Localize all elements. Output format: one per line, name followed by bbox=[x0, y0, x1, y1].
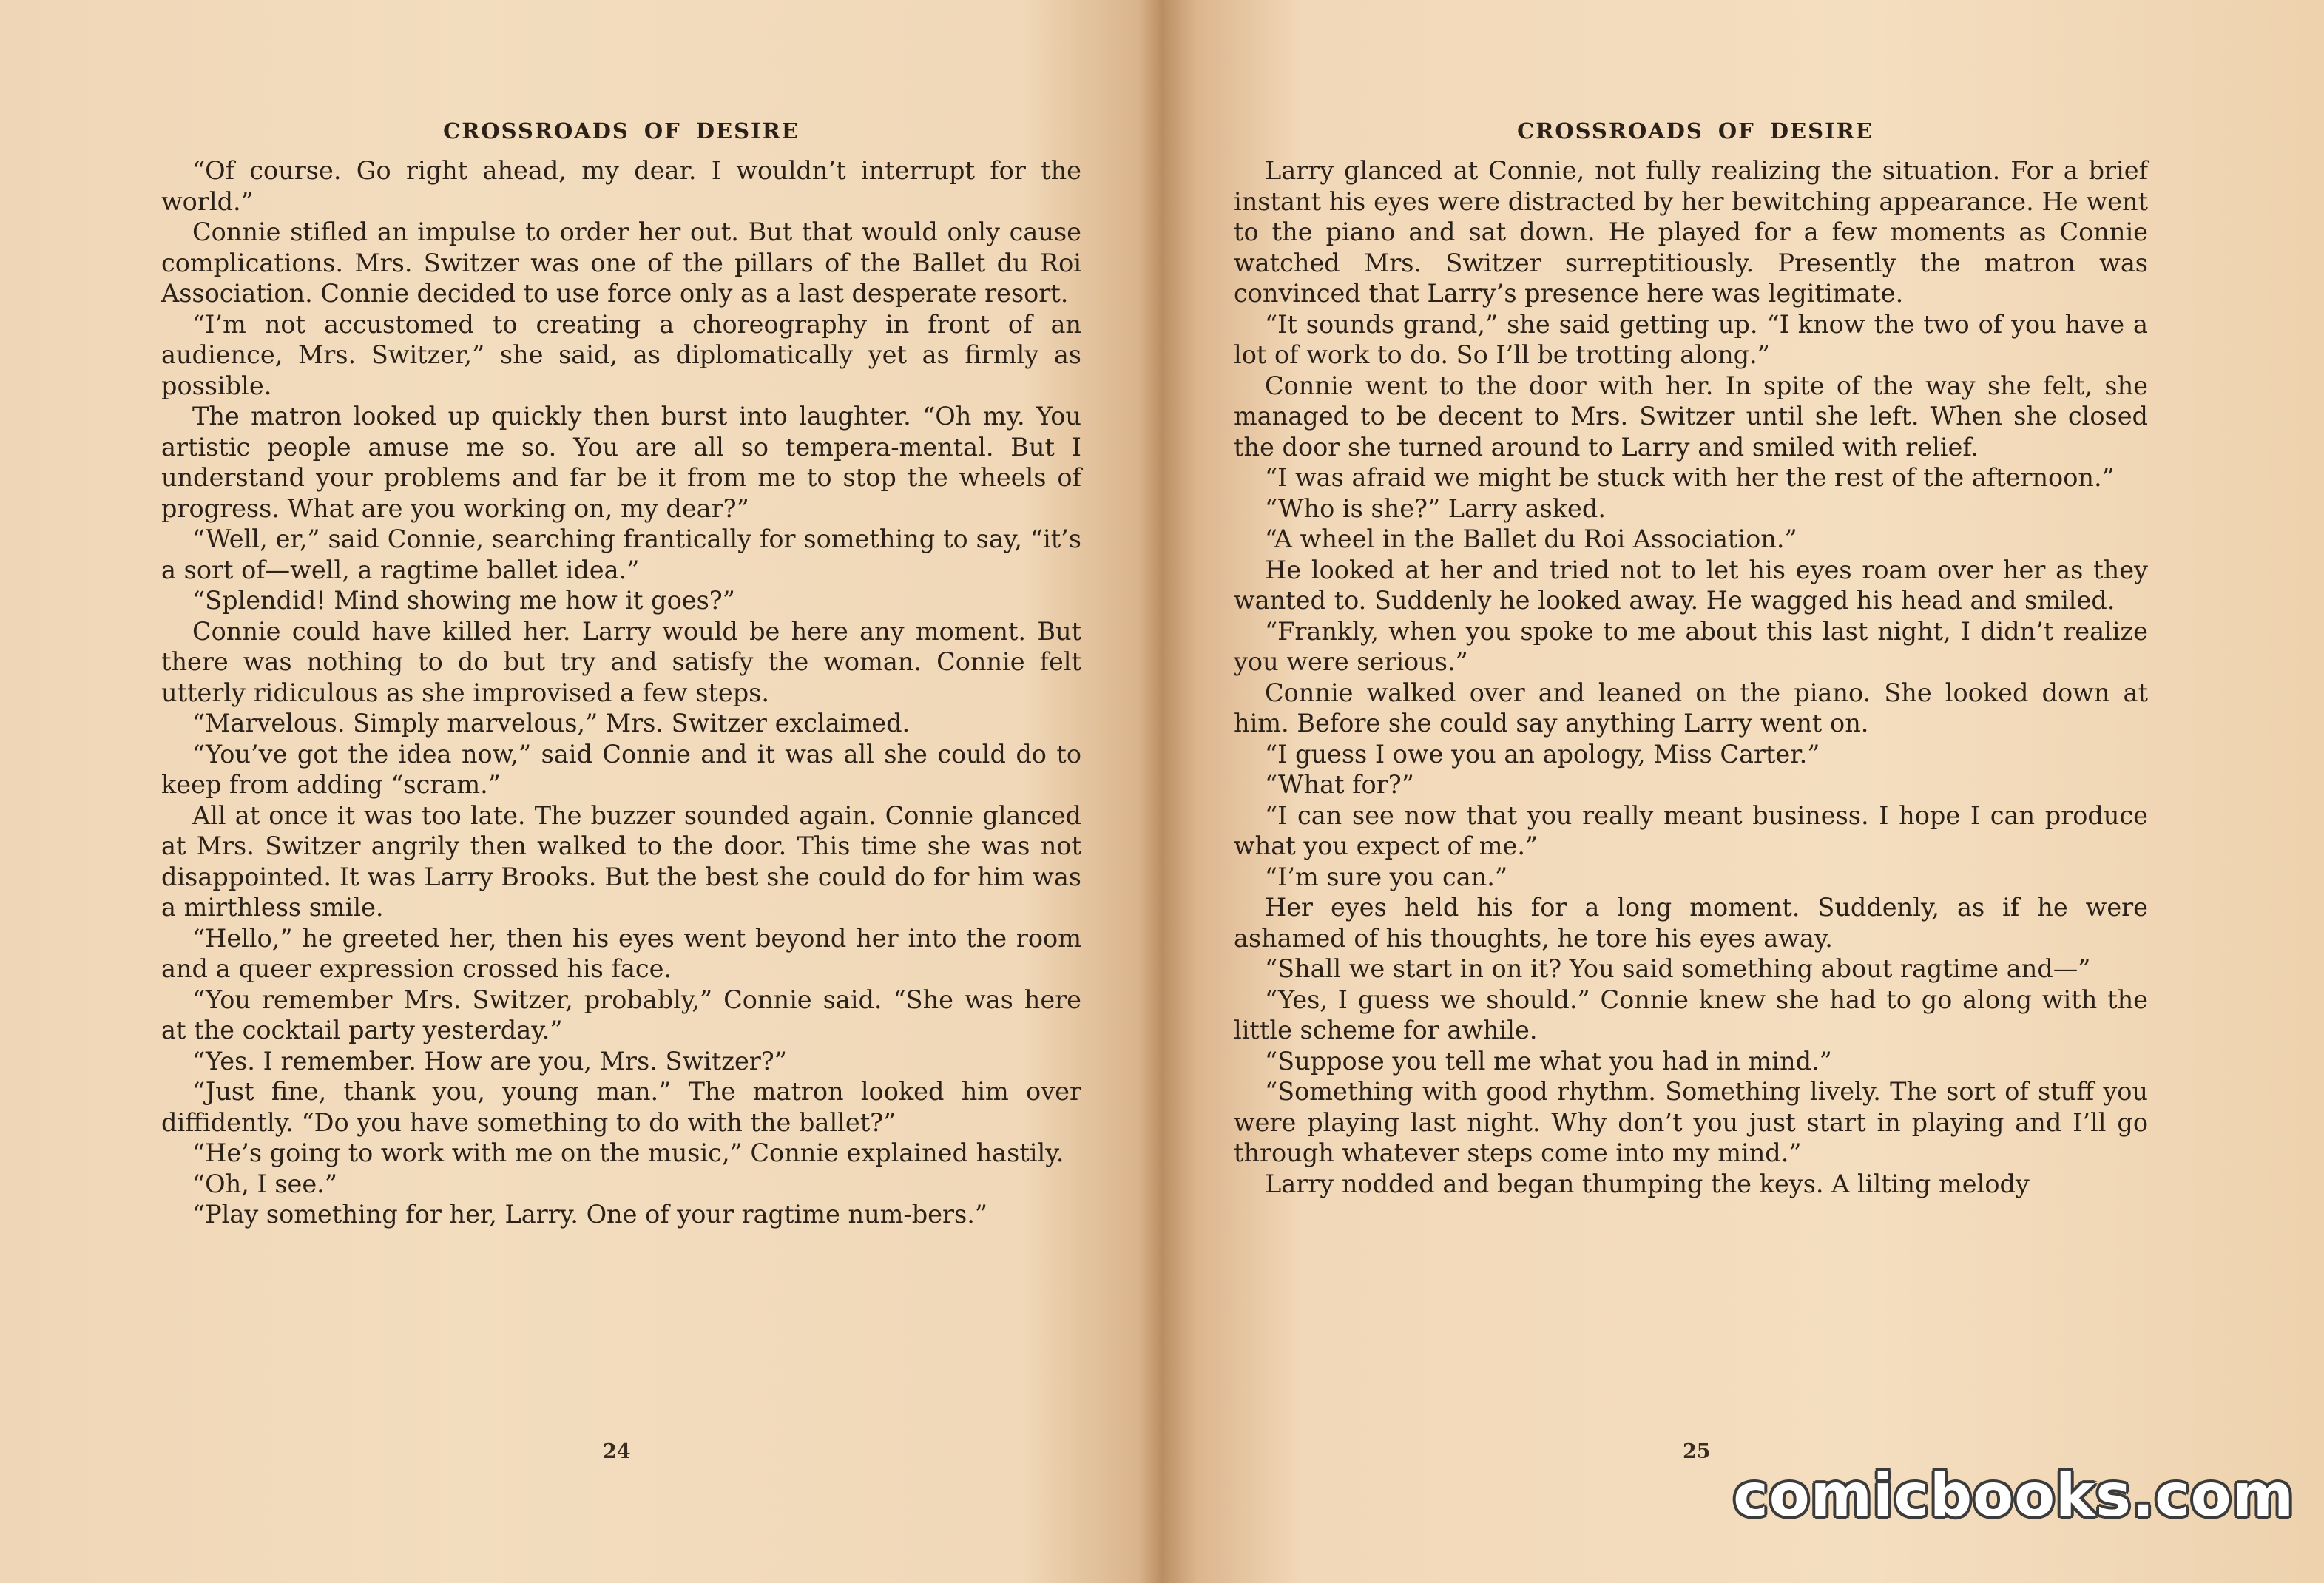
paragraph: “I’m not accustomed to creating a choreography in front of an audience, Mrs. Switzer,” she said, as diplomatically yet as firmly as possible. bbox=[161, 309, 1081, 400]
paragraph: “Who is she?” Larry asked. bbox=[1265, 493, 1606, 523]
running-head: CROSSROADS OF DESIRE bbox=[1517, 118, 1874, 144]
paragraph: “Yes, I guess we should.” Connie knew she had to go along with the little scheme for awhile. bbox=[1234, 985, 2148, 1044]
paragraph: All at once it was too late. The buzzer sounded again. Connie glanced at Mrs. Switzer angrily then walked to the door. This time she was not disappointed. It was Larry Brooks. But the best she could do for him was a mirthless smile. bbox=[161, 800, 1081, 922]
paragraph: “Of course. Go right ahead, my dear. I wouldn’t interrupt for the world.” bbox=[161, 156, 1081, 216]
right-page bbox=[1163, 0, 2324, 1583]
paragraph: “Frankly, when you spoke to me about this last night, I didn’t realize you were serious.” bbox=[1234, 616, 2148, 676]
page-number: 24 bbox=[603, 1440, 631, 1463]
paragraph: “I can see now that you really meant business. I hope I can produce what you expect of me.” bbox=[1234, 800, 2148, 860]
paragraph: “It sounds grand,” she said getting up. “I know the two of you have a lot of work to do. So I’ll be trotting along.” bbox=[1234, 309, 2148, 369]
paragraph: “What for?” bbox=[1265, 770, 1414, 799]
paragraph: “You remember Mrs. Switzer, probably,” Connie said. “She was here at the cocktail party yesterday.” bbox=[161, 985, 1081, 1044]
paragraph: “Suppose you tell me what you had in mind.” bbox=[1265, 1046, 1832, 1076]
paragraph: Connie stifled an impulse to order her out. But that would only cause complications. Mrs. Switzer was one of the pillars of the Ballet du Roi Association. Connie decided to use force only as a last desperate resort. bbox=[161, 217, 1081, 308]
paragraph: “Oh, I see.” bbox=[192, 1169, 337, 1198]
paragraph: Her eyes held his for a long moment. Suddenly, as if he were ashamed of his thoughts, he tore his eyes away. bbox=[1234, 893, 2148, 953]
paragraph: “You’ve got the idea now,” said Connie and it was all she could do to keep from adding “scram.” bbox=[161, 739, 1081, 799]
paragraph: “A wheel in the Ballet du Roi Association.” bbox=[1265, 524, 1797, 553]
paragraph: “I’m sure you can.” bbox=[1265, 862, 1508, 891]
body-text bbox=[161, 155, 1081, 1230]
paragraph: Larry nodded and began thumping the keys. A lilting melody bbox=[1265, 1169, 2030, 1198]
paragraph: “Play something for her, Larry. One of your ragtime num-bers.” bbox=[192, 1200, 987, 1229]
paragraph: “I guess I owe you an apology, Miss Carter.” bbox=[1265, 739, 1820, 769]
left-page bbox=[0, 0, 1154, 1583]
paragraph: “Hello,” he greeted her, then his eyes went beyond her into the room and a queer expression crossed his face. bbox=[161, 923, 1081, 983]
paragraph: “He’s going to work with me on the music,” Connie explained hastily. bbox=[192, 1138, 1064, 1167]
paragraph: He looked at her and tried not to let his eyes roam over her as they wanted to. Suddenly he looked away. He wagged his head and smiled. bbox=[1234, 555, 2148, 615]
paragraph: Connie walked over and leaned on the piano. She looked down at him. Before she could say anything Larry went on. bbox=[1234, 678, 2148, 738]
paragraph: “Marvelous. Simply marvelous,” Mrs. Switzer exclaimed. bbox=[192, 709, 911, 738]
paragraph: “Shall we start in on it? You said something about ragtime and—” bbox=[1265, 954, 2091, 983]
paragraph: “I was afraid we might be stuck with her the rest of the afternoon.” bbox=[1265, 463, 2115, 492]
paragraph: “Well, er,” said Connie, searching frantically for something to say, “it’s a sort of—well, a ragtime ballet idea.” bbox=[161, 524, 1081, 584]
paragraph: Connie went to the door with her. In spite of the way she felt, she managed to be decent to Mrs. Switzer until she left. When she closed the door she turned around to Larry and smiled with relief. bbox=[1234, 371, 2148, 462]
paragraph: Connie could have killed her. Larry would be here any moment. But there was nothing to do but try and satisfy the woman. Connie felt utterly ridiculous as she improvised a few steps. bbox=[161, 616, 1081, 707]
body-text bbox=[1234, 155, 2148, 1199]
paragraph: Larry glanced at Connie, not fully realizing the situation. For a brief instant his eyes were distracted by her bewitching appearance. He went to the piano and sat down. He played for a few moments as Connie watched Mrs. Switzer surreptitiously. Presently the matron was convinced that Larry’s presence here was legitimate. bbox=[1234, 156, 2148, 308]
paragraph: “Something with good rhythm. Something lively. The sort of stuff you were playing last night. Why don’t you just start in playing and I’ll go through whatever steps come into my mind.” bbox=[1234, 1077, 2148, 1167]
page-number: 25 bbox=[1683, 1440, 1711, 1463]
paragraph: The matron looked up quickly then burst into laughter. “Oh my. You artistic people amuse me so. You are all so tempera-mental. But I understand your problems and far be it from me to stop the wheels of progress. What are you working on, my dear?” bbox=[161, 402, 1081, 523]
paragraph: “Yes. I remember. How are you, Mrs. Switzer?” bbox=[192, 1046, 787, 1076]
site-watermark: comicbooks.com bbox=[1733, 1461, 2294, 1530]
running-head: CROSSROADS OF DESIRE bbox=[443, 118, 800, 144]
paragraph: “Just fine, thank you, young man.” The matron looked him over diffidently. “Do you have something to do with the ballet?” bbox=[161, 1077, 1081, 1137]
paragraph: “Splendid! Mind showing me how it goes?” bbox=[192, 586, 735, 615]
